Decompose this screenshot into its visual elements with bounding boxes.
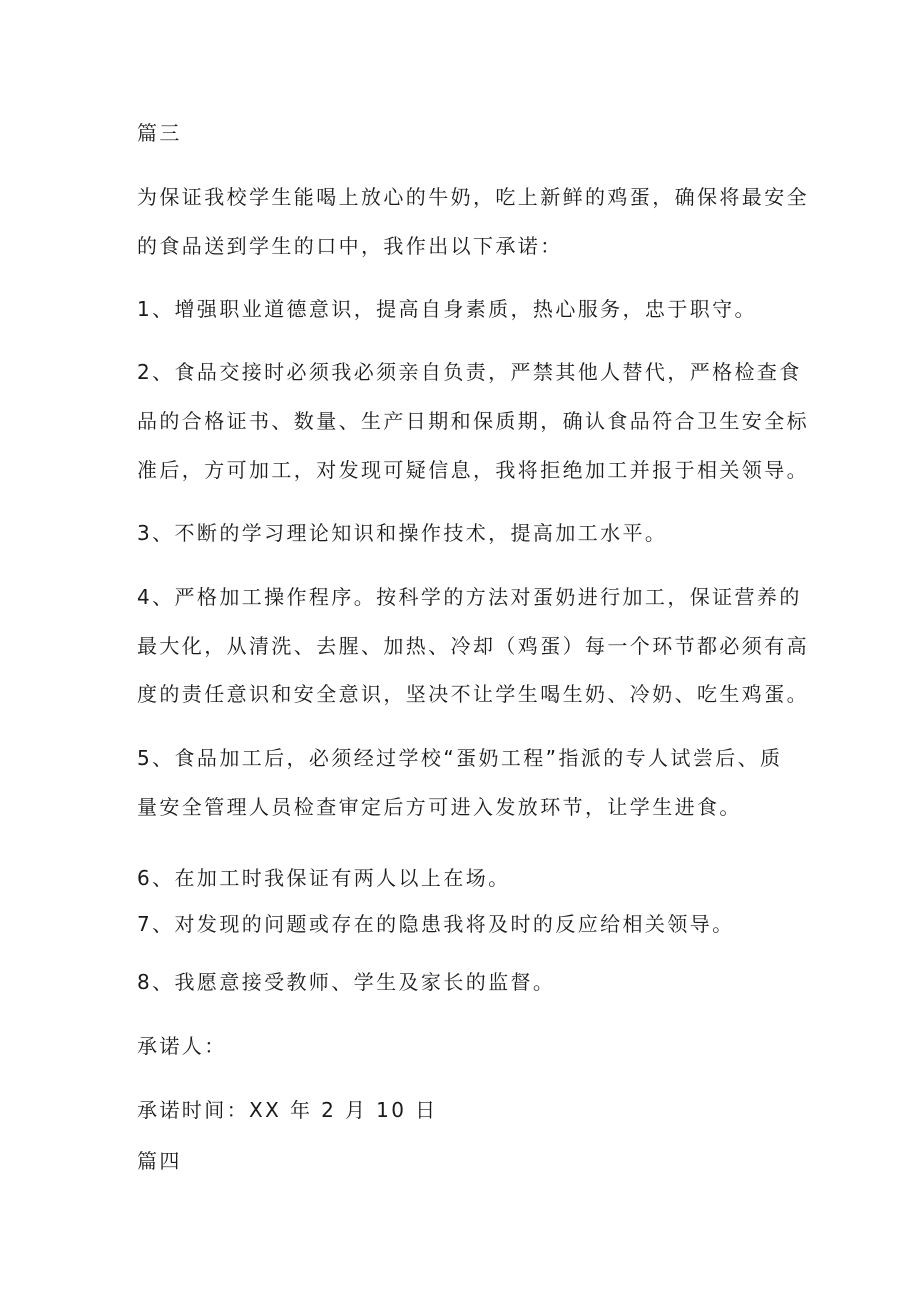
intro-line-1: 为保证我校学生能喝上放心的牛奶，吃上新鲜的鸡蛋，确保将最安全 [137, 185, 809, 209]
section-four-heading: 篇四 [137, 1149, 182, 1173]
commitment-4-line-3: 度的责任意识和安全意识，坚决不让学生喝生奶、冷奶、吃生鸡蛋。 [137, 682, 809, 706]
commitment-5-line-2: 量安全管理人员检查审定后方可进入发放环节，让学生进食。 [137, 795, 742, 819]
commitment-5-line-1: 5、食品加工后，必须经过学校“蛋奶工程”指派的专人试尝后、质 [137, 746, 783, 770]
commitment-8-line-1: 8、我愿意接受教师、学生及家长的监督。 [137, 970, 556, 994]
commitment-7-line-1: 7、对发现的问题或存在的隐患我将及时的反应给相关领导。 [137, 912, 735, 936]
commitment-2-line-1: 2、食品交接时必须我必须亲自负责，严禁其他人替代，严格检查食 [137, 360, 802, 384]
commitment-3-line-1: 3、不断的学习理论知识和操作技术，提高加工水平。 [137, 521, 668, 545]
commitment-6-line-1: 6、在加工时我保证有两人以上在场。 [137, 866, 511, 890]
commitment-1-line-1: 1、增强职业道德意识，提高自身素质，热心服务，忠于职守。 [137, 297, 757, 321]
commitment-4-line-1: 4、严格加工操作程序。按科学的方法对蛋奶进行加工，保证营养的 [137, 585, 802, 609]
commitment-4-line-2: 最大化，从清洗、去腥、加热、冷却（鸡蛋）每一个环节都必须有高 [137, 634, 809, 658]
section-three-heading: 篇三 [137, 121, 182, 145]
commitment-date: 承诺时间：XX 年 2 月 10 日 [137, 1098, 438, 1122]
intro-line-2: 的食品送到学生的口中，我作出以下承诺： [137, 234, 563, 258]
commitment-2-line-2: 品的合格证书、数量、生产日期和保质期，确认食品符合卫生安全标 [137, 409, 809, 433]
signatory-label: 承诺人： [137, 1034, 227, 1058]
commitment-2-line-3: 准后，方可加工，对发现可疑信息，我将拒绝加工并报于相关领导。 [137, 458, 809, 482]
